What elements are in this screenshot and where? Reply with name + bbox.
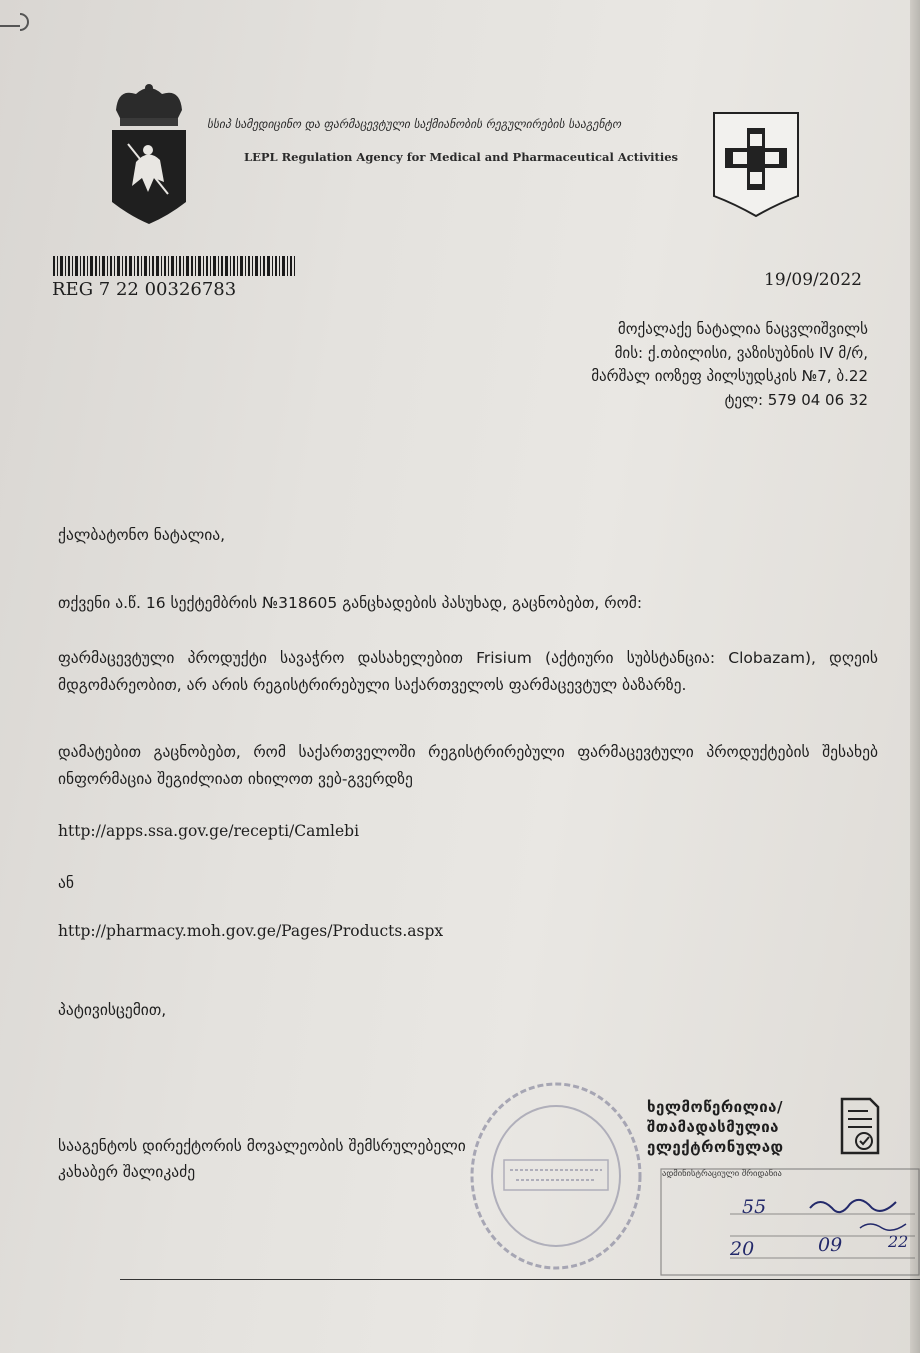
letter-date: 19/09/2022 bbox=[764, 270, 862, 290]
paragraph-more-info: დამატებით გაცნობებთ, რომ საქართველოში რეგისტრირებული ფარმაცევტული პროდუქტების შესახებ ინფორმაცია შეგიძლიათ იხილოთ ვებ-გვერდზე bbox=[58, 743, 878, 788]
signatory-name: კახაბერ შალიკაძე bbox=[58, 1163, 196, 1181]
coat-of-arms-icon bbox=[108, 82, 190, 226]
signed-document-icon bbox=[838, 1097, 882, 1155]
greeting: ქალბატონო ნატალია, bbox=[58, 526, 226, 544]
paragraph-reference: თქვენი ა.წ. 16 სექტემბრის №318605 განცხადების პასუხად, გაცნობებთ, რომ: bbox=[58, 594, 643, 612]
recipient-address bbox=[591, 318, 868, 412]
paperclip-icon bbox=[0, 6, 44, 36]
round-stamp-icon bbox=[466, 1078, 646, 1274]
esign-line: შთამადასმულია bbox=[647, 1118, 779, 1136]
handwritten-mark: 55 bbox=[742, 1196, 767, 1218]
agency-name-georgian: სსიპ სამედიცინო და ფარმაცევტული საქმიანობის რეგულირების სააგენტო bbox=[207, 117, 622, 131]
registration-stamp-box bbox=[660, 1168, 920, 1276]
registration-box-header: ადმინისტრაციული შრიდანია bbox=[662, 1169, 782, 1179]
handwritten-mark: 09 bbox=[818, 1234, 843, 1256]
handwritten-mark: 22 bbox=[888, 1232, 909, 1251]
registration-number: REG 7 22 00326783 bbox=[52, 279, 237, 300]
signatory-block bbox=[58, 1133, 466, 1185]
agency-name-english: LEPL Regulation Agency for Medical and Pharmaceutical Activities bbox=[244, 150, 679, 164]
bottom-rule bbox=[120, 1279, 920, 1280]
esign-line: ხელმოწერილია/ bbox=[647, 1098, 783, 1116]
signatory-title: სააგენტოს დირექტორის მოვალეობის შემსრულებელი bbox=[58, 1137, 466, 1155]
esign-line: ელექტრონულად bbox=[647, 1138, 784, 1156]
recipient-line: მოქალაქე ნატალია ნაცვლიშვილს bbox=[617, 320, 868, 338]
agency-logo-icon bbox=[711, 110, 801, 218]
recipient-line: ტელ: 579 04 06 32 bbox=[724, 390, 868, 409]
or-text: ან bbox=[58, 874, 74, 892]
paragraph-product-status: ფარმაცევტული პროდუქტი სავაჭრო დასახელებით Frisium (აქტიური სუბსტანცია: Clobazam), დღეის მდგომარეობით, არ არის რეგისტრირებული საქართველოს ფარმაცევტულ ბაზარზე. bbox=[58, 649, 878, 694]
recipient-line: მის: ქ.თბილისი, ვაზისუბნის IV მ/რ, bbox=[614, 343, 868, 362]
url-link-products[interactable]: http://pharmacy.moh.gov.ge/Pages/Products.aspx bbox=[58, 922, 444, 940]
electronic-signature-notice bbox=[647, 1097, 784, 1157]
paper-edge bbox=[910, 0, 920, 1353]
closing-regards: პატივისცემით, bbox=[58, 1001, 167, 1019]
barcode-icon bbox=[53, 256, 295, 276]
url-link-camlebi[interactable]: http://apps.ssa.gov.ge/recepti/Camlebi bbox=[58, 822, 360, 840]
handwritten-mark: 20 bbox=[730, 1238, 755, 1260]
recipient-line: მარშალ იოზეფ პილსუდსკის №7, ბ.22 bbox=[591, 367, 868, 385]
